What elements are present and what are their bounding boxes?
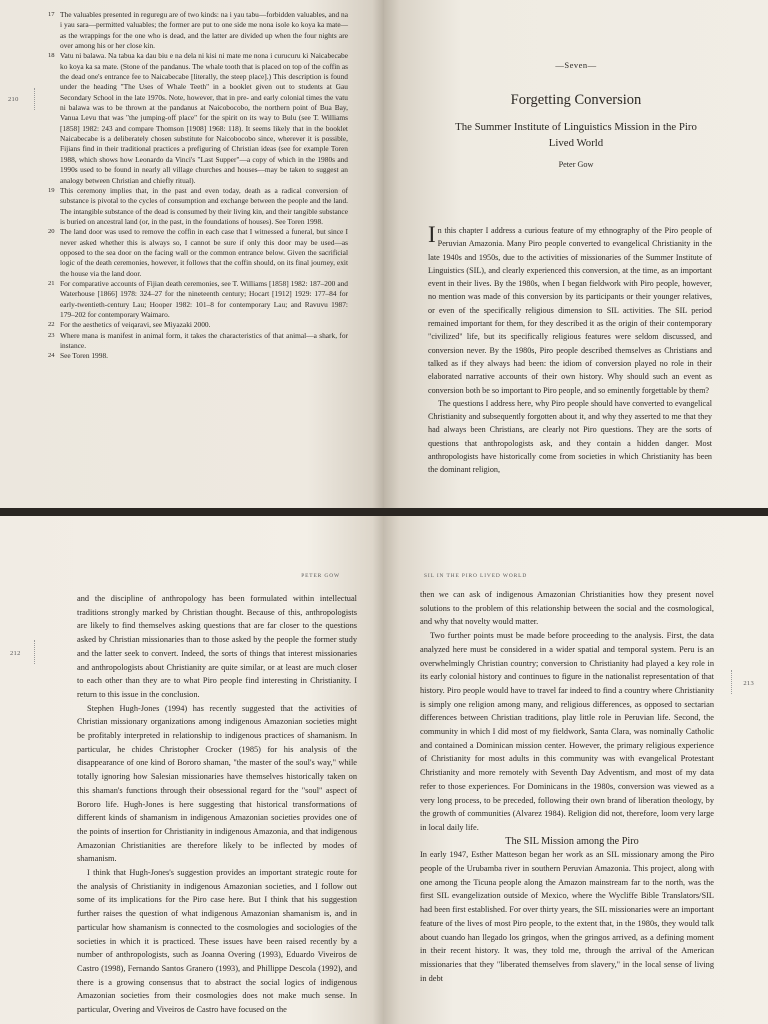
endnote (48, 227, 348, 279)
paragraph: Stephen Hugh-Jones (1994) has recently suggested that the activities of Christian missionary organizations among indigenous Amazonian societies might be profitably interpreted in relationship to indigenous practices of shamanism. In particular, he chides Christopher Crocker (1985) for his analysis of the disappearance of one kind of Bororo shaman, "the master of the soul's way," while totally ignoring how Salesian missionaries have themselves historically taken on this shaman's functions through their obsessional regard for the "soul" aspect of Bororo life. Hugh-Jones is here suggesting that historical transformations of different kinds of shamanism in indigenous Amazonian societies provides one of the points of insertion for Christianity in indigenous Amazonia, and that indigenous Amazonian Christianities are therefore likely to be inflected by modes of shamanism. (77, 703, 357, 864)
page-body (77, 592, 357, 1017)
section-title: The SIL Mission among the Piro (505, 835, 639, 847)
paragraph (428, 224, 712, 397)
endnote (48, 351, 348, 361)
margin-rule (731, 670, 732, 694)
chapter-title: Forgetting Conversion (510, 92, 642, 108)
page-212 (0, 516, 384, 1024)
page-number: 210 (8, 96, 19, 103)
note-number: 24 (48, 352, 55, 360)
spread-divider (0, 508, 768, 516)
chapter-author: Peter Gow (558, 160, 594, 169)
page-210 (0, 0, 384, 508)
page-number: 213 (743, 680, 754, 687)
note-text: The land door was used to remove the coffin in each case that I witnessed a funeral, but since I never asked whether this is always so, I cannot be sure if only this door may be used—as opposed to the sea door on the facing wall or the common entrance below. Given the sacrificial logic of the death ceremonies, however, it follows that the coffin should, on its final journey, exit the house via the land door. (60, 227, 348, 278)
note-number: 18 (48, 52, 55, 60)
paragraph: In early 1947, Esther Matteson began her work as an SIL missionary among the Piro people of the Urubamba river in southern Peruvian Amazonia. This project, along with one among the Ticuna people along the Amazon mainstream far to the north, was the first SIL evangelization outside of Mexico, where the Wycliffe Bible Translators/SIL had been first established. For over thirty years, the SIL missionaries were an important feature of the lives of most Piro people, to the extent that, in the 1980s, they would talk about cuando han llegado los gringos, when the gringos arrived, as a defining moment in their recent history. It was, they told me, through the arrival of the American missionaries that they "liberated themselves from slavery," in the local sense of living in debt (420, 850, 714, 983)
running-head: SIL IN THE PIRO LIVED WORLD (424, 573, 528, 579)
top-spread (0, 0, 768, 508)
note-text: This ceremony implies that, in the past and even today, death as a radical conversion of substance is pivotal to the cycles of consumption and exchange between the people and the land. The intangible substance of the dead is consumed by their living kin, and their tangible substance is buried on ancestral land (or, in the past, in the foundations of houses). See Toren 1998. (60, 185, 348, 226)
endnote (48, 51, 348, 185)
note-number: 23 (48, 331, 55, 339)
note-text: Vatu ni balawa. Na tabua ka dau biu e na dela ni kisi ni mate me nona i curucuru ki Naicabecabe ko koya ka sa mate. (Stone of the pandanus. The whale tooth that is placed on top of the coffin as the dead one's entrance fee to Naicabecabe [literally, the steep place].) This description is found under the heading "The Uses of Whale Teeth" in a booklet given out to students at Gau Secondary School in the late 1970s. Note, however, that in pre- and early colonial times the vatu ni balawa was to be thrown at the pandanus at Naicobocobo, the northern point of Bua Bay, Vanua Levu that was "the jumping-off place" for the spirit on its way to Bulu (see T. Williams [1858] 1982: 243 and compare Thomson [1908] 1968: 118). It seems likely that in the booklet Naicabecabe is a deliberately chosen substitute for Naicobocobo since, wherever it is possible, Fijians find in their traditional practices a prefiguring of Christian ideas (see for example Toren 1988, which shows how Leonardo da Vinci's "Last Supper"—a copy of which in the 1980s and 1990s used to be found in nearly all village churches and houses—may be taken to suggest an analogy between Christian and chiefly ritual). (60, 51, 348, 185)
page-number: 212 (10, 650, 21, 657)
note-text: For the aesthetics of veiqaravi, see Miyazaki 2000. (60, 320, 211, 330)
margin-rule (34, 88, 35, 110)
note-number: 21 (48, 279, 55, 287)
note-number: 22 (48, 321, 55, 329)
endnote (48, 320, 348, 330)
note-number: 19 (48, 186, 55, 194)
margin-rule (34, 640, 35, 664)
note-number: 20 (48, 228, 55, 236)
endnote (48, 279, 348, 320)
endnote (48, 186, 348, 227)
chapter-body (428, 224, 712, 477)
chapter-number: —Seven— (555, 60, 597, 70)
paragraph: then we can ask of indigenous Amazonian Christianities how they present novel solutions to the problem of this relationship between the social and the cosmological, and why that novelty would matter. (420, 590, 714, 627)
running-head: PETER GOW (301, 573, 340, 579)
bottom-spread (0, 516, 768, 1024)
note-number: 17 (48, 11, 55, 18)
note-text: Where mana is manifest in animal form, it takes the characteristics of that animal—a shark, for instance. (60, 330, 348, 350)
endnote (48, 331, 348, 352)
paragraph: Two further points must be made before proceeding to the analysis. First, the data analyzed here must be considered in a wider spatial and temporal system. Peru is an overwhelmingly Christian country; conversion to Christianity had played a key role in its early colonial history and continues to figure in the nationalist representation of that history. Piro people would have to travel far indeed to find a country where Christianity is simply one religion among many, and religious differences, as opposed to sectarian differences between Christian traditions, play little role in Peruvian life. Second, the community in which I did most of my fieldwork, Santa Clara, was nominally Catholic and contained a Dominican mission center. However, the primary religious experience of Christianity for most adults in this community was with evangelical Protestant Christianity and more remotely with Seventh Day Adventism, and most of my data refer to those experiences. For Dominicans in the 1980s, conversion was viewed as a very long process, to be preceded, following their own brand of liberation theology, by the growth of communities (Alvarez 1984). Religion did not, therefore, loom very large in local daily life. (420, 631, 714, 832)
paragraph: The questions I address here, why Piro people should have converted to evangelical Christianity and subsequently forgotten about it, and why they asserted to me that they had always been Christians, are clearly not Piro questions. They are the sorts of questions that anthropologists ask, and they contain a hidden danger. Most anthropologists have historically come from societies in which Christianity has been the dominant religion, (428, 398, 712, 475)
note-text: The valuables presented in reguregu are of two kinds: na i yau tabu—forbidden valuables, and na i yau sara—permitted valuables; the former are put to one side me nona isole ko koya ka mate—as the wrappings for the one who is dead, and the latter are divided up when the four nights are over among his or her close kin. (60, 10, 348, 51)
note-text: For comparative accounts of Fijian death ceremonies, see T. Williams [1858] 1982: 187–200 and Waterhouse [1866] 1978: 324–27 for the nineteenth century; Hocart [1912] 1929: 177–84 for early-twentieth-century Lau; Hooper 1982: 101–8 for contemporary Lau; and Ravuvu 1987: 179–202 for contemporary Waimaro. (60, 278, 348, 319)
paragraph-text: n this chapter I address a curious feature of my ethnography of the Piro people of Peruvian Amazonia. Many Piro people converted to evangelical Christianity in the late 1940s and 1950s, due to the activities of missionaries of the Summer Institute of Linguistics (SIL), and clearly experienced this conversion, at the time, as an important event in their lives. By the 1980s, when I began fieldwork with Piro people, however, no mention was made of this conversion by its participants or their younger relatives, or even of the specifically religious dimension to SIL activities. The SIL period remained important for them, for they described it as the origin of their contemporary "civilized" life, but its specifically religious features were seldom discussed, and conversion never. By the 1980s, Piro people described themselves as Christians and talked as if they always had been: the idiom of conversion played no role in their elaborated narrative accounts of their own history. Why should such an event as conversion both be so important to Piro people, and so eminently forgettable by them? (428, 226, 712, 395)
endnote (48, 10, 348, 51)
chapter-subtitle: The Summer Institute of Linguistics Mission in the Piro Lived World (455, 121, 697, 149)
paragraph: I think that Hugh-Jones's suggestion provides an important strategic route for the analysis of Christianity in indigenous Amazonian societies, and I follow out some of its implications for the Piro case here. But I think that his suggestion further raises the question of what indigenous Amazonian shamanism is, and in particular how shamanism is connected to the cosmologies and sociologies of the societies in which it is practiced. These issues have been raised recently by a number of anthropologists, such as Joanna Overing (1993), Eduardo Viveiros de Castro (1998), Fernando Santos Granero (1993), and Phillippe Descola (1992), and there is a growing consensus that to abstract the social logics of indigenous Amazonian societies from their cosmologies does not make much sense. In particular, Overing and Viveiros de Castro have focused on the (77, 868, 357, 1015)
page-body (420, 588, 714, 985)
note-text: See Toren 1998. (60, 351, 108, 361)
paragraph: and the discipline of anthropology has been formulated within intellectual traditions strongly marked by Christian thought. Because of this, anthropologists are likely to find themselves asking questions that are far closer to the questions asked by Christian missionaries than to those asked by the people the former study and the latter seek to convert. Indeed, the sorts of things that interest missionaries and anthropologists about Christianity are quite similar, or at least are much closer to each other than they are to what Piro people find interesting in Christianity. I return to this issue in the conclusion. (77, 594, 357, 699)
page-213 (384, 516, 768, 1024)
page-211 (384, 0, 768, 508)
endnotes (48, 10, 348, 362)
drop-cap: I (428, 222, 436, 247)
